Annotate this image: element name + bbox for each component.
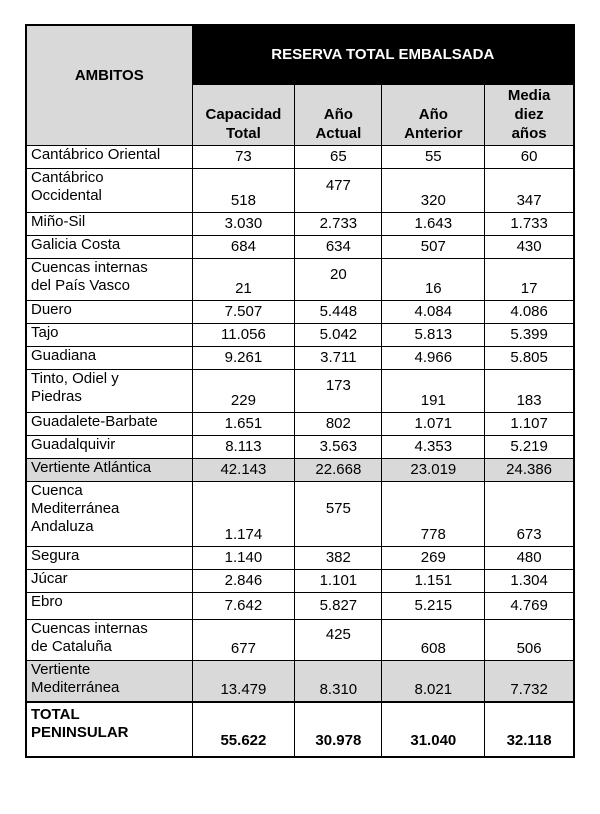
table-row [26,146,574,169]
table-row [26,301,574,324]
value-ano-actual: 425 [295,620,382,661]
value-capacidad-total: 73 [192,146,295,169]
table-row [26,370,574,413]
header-ano-anterior [382,85,485,146]
value-ano-actual: 382 [295,547,382,570]
value-ano-actual: 802 [295,413,382,436]
value-media-diez-anos: 506 [485,620,574,661]
ambito-name-line: Vertiente [31,661,91,678]
header-media-diez-anos [485,85,574,146]
ambito-name [26,301,192,324]
reservoir-table [25,24,575,758]
value-ano-anterior: 608 [382,620,485,661]
ambito-name [26,547,192,570]
ambito-name [26,213,192,236]
ambito-name-line: Cuencas internas [31,620,148,637]
ambito-name-line: Mediterránea [31,679,120,696]
ambito-name-line: Tajo [31,324,59,341]
ambito-name-line: Guadalete-Barbate [31,413,158,430]
value-ano-actual: 3.711 [295,347,382,370]
ambito-name [26,370,192,413]
value-media-diez-anos: 24.386 [485,459,574,482]
ambito-name-line: Cantábrico Oriental [31,146,161,163]
value-ano-anterior: 269 [382,547,485,570]
value-ano-anterior: 4.353 [382,436,485,459]
ambito-name [26,347,192,370]
ambito-name [26,436,192,459]
value-media-diez-anos: 17 [485,259,574,301]
ambito-name-line: Ebro [31,593,63,610]
value-capacidad-total: 7.642 [192,593,295,620]
value-capacidad-total: 42.143 [192,459,295,482]
ambito-name [26,413,192,436]
value-ano-actual: 3.563 [295,436,382,459]
ambito-name [26,593,192,620]
header-line: Actual [315,125,362,142]
table-row [26,347,574,370]
table-row [26,213,574,236]
table-row [26,482,574,547]
ambito-name-line: Segura [31,547,80,564]
ambito-name-line: Miño-Sil [31,213,86,230]
value-ano-anterior: 4.084 [382,301,485,324]
value-ano-anterior: 1.643 [382,213,485,236]
ambito-name [26,620,192,661]
ambito-name-line: Duero [31,301,72,318]
ambito-name-line: Guadalquivir [31,436,116,453]
value-media-diez-anos: 1.107 [485,413,574,436]
ambito-name [26,702,192,757]
value-ano-anterior: 4.966 [382,347,485,370]
subtotal-row [26,459,574,482]
ambito-name-line: Occidental [31,187,102,204]
ambito-name-line: Cuencas internas [31,259,148,276]
ambito-name [26,169,192,213]
value-media-diez-anos: 347 [485,169,574,213]
value-capacidad-total: 684 [192,236,295,259]
ambito-name-line: Vertiente Atlántica [31,459,152,476]
header-reserva-total: RESERVA TOTAL EMBALSADA [192,25,574,85]
table-row [26,324,574,347]
value-ano-anterior: 320 [382,169,485,213]
ambito-name [26,482,192,547]
ambito-name-line: del País Vasco [31,277,130,294]
table-row [26,413,574,436]
value-ano-actual: 8.310 [295,661,382,703]
ambito-name-line: Guadiana [31,347,97,364]
reservoir-table-container [25,24,575,758]
value-ano-actual: 477 [295,169,382,213]
table-row [26,547,574,570]
header-line: Año [418,106,448,123]
value-capacidad-total: 9.261 [192,347,295,370]
header-line: diez [514,106,544,123]
value-media-diez-anos: 32.118 [485,702,574,757]
value-capacidad-total: 8.113 [192,436,295,459]
value-media-diez-anos: 4.086 [485,301,574,324]
value-ano-actual: 1.101 [295,570,382,593]
value-capacidad-total: 21 [192,259,295,301]
ambito-name-line: Piedras [31,388,82,405]
header-line: Año [323,106,353,123]
value-media-diez-anos: 5.805 [485,347,574,370]
value-capacidad-total: 3.030 [192,213,295,236]
table-row [26,570,574,593]
value-ano-anterior: 31.040 [382,702,485,757]
value-media-diez-anos: 1.733 [485,213,574,236]
header-line: Anterior [404,125,463,142]
table-row [26,236,574,259]
value-ano-actual: 22.668 [295,459,382,482]
ambito-name [26,236,192,259]
header-line: Total [226,125,261,142]
ambito-name [26,324,192,347]
header-row-title [26,25,574,85]
value-capacidad-total: 1.174 [192,482,295,547]
value-ano-actual: 30.978 [295,702,382,757]
ambito-name-line: Júcar [31,570,68,587]
total-row [26,702,574,757]
value-media-diez-anos: 673 [485,482,574,547]
value-capacidad-total: 55.622 [192,702,295,757]
value-media-diez-anos: 60 [485,146,574,169]
header-capacidad-total [192,85,295,146]
value-capacidad-total: 1.651 [192,413,295,436]
header-line: años [511,125,547,142]
ambito-name [26,661,192,703]
ambito-name-line: de Cataluña [31,638,112,655]
value-capacidad-total: 13.479 [192,661,295,703]
header-ambitos: AMBITOS [26,25,192,146]
value-ano-anterior: 23.019 [382,459,485,482]
table-row [26,169,574,213]
value-capacidad-total: 1.140 [192,547,295,570]
value-ano-anterior: 507 [382,236,485,259]
value-ano-anterior: 5.813 [382,324,485,347]
value-capacidad-total: 11.056 [192,324,295,347]
value-media-diez-anos: 430 [485,236,574,259]
header-line: Capacidad [205,106,282,123]
value-ano-actual: 65 [295,146,382,169]
header-ano-actual [295,85,382,146]
value-media-diez-anos: 183 [485,370,574,413]
value-ano-actual: 20 [295,259,382,301]
ambito-name-line: Mediterránea [31,500,120,517]
value-ano-actual: 5.042 [295,324,382,347]
table-row [26,436,574,459]
ambito-name-line: Andaluza [31,518,94,535]
ambito-name-line: TOTAL [31,706,80,723]
value-ano-anterior: 55 [382,146,485,169]
ambito-name [26,146,192,169]
ambito-name-line: Galicia Costa [31,236,121,253]
subtotal-row [26,661,574,703]
value-ano-actual: 634 [295,236,382,259]
value-capacidad-total: 229 [192,370,295,413]
value-ano-actual: 173 [295,370,382,413]
value-ano-anterior: 16 [382,259,485,301]
value-ano-actual: 5.827 [295,593,382,620]
value-media-diez-anos: 1.304 [485,570,574,593]
value-media-diez-anos: 4.769 [485,593,574,620]
value-media-diez-anos: 5.219 [485,436,574,459]
table-row [26,620,574,661]
value-ano-anterior: 191 [382,370,485,413]
value-media-diez-anos: 5.399 [485,324,574,347]
table-row [26,593,574,620]
ambito-name-line: Tinto, Odiel y [31,370,119,387]
ambito-name-line: Cuenca [31,482,83,499]
value-ano-anterior: 1.151 [382,570,485,593]
value-capacidad-total: 518 [192,169,295,213]
ambito-name-line: Cantábrico [31,169,104,186]
value-ano-actual: 575 [295,482,382,547]
value-capacidad-total: 677 [192,620,295,661]
value-capacidad-total: 7.507 [192,301,295,324]
value-ano-anterior: 778 [382,482,485,547]
ambito-name [26,570,192,593]
value-ano-actual: 5.448 [295,301,382,324]
table-row [26,259,574,301]
ambito-name [26,259,192,301]
value-media-diez-anos: 7.732 [485,661,574,703]
value-ano-anterior: 5.215 [382,593,485,620]
header-line: Media [507,87,551,104]
value-capacidad-total: 2.846 [192,570,295,593]
value-ano-anterior: 1.071 [382,413,485,436]
value-ano-actual: 2.733 [295,213,382,236]
ambito-name-line: PENINSULAR [31,724,129,741]
value-media-diez-anos: 480 [485,547,574,570]
value-ano-anterior: 8.021 [382,661,485,703]
ambito-name [26,459,192,482]
